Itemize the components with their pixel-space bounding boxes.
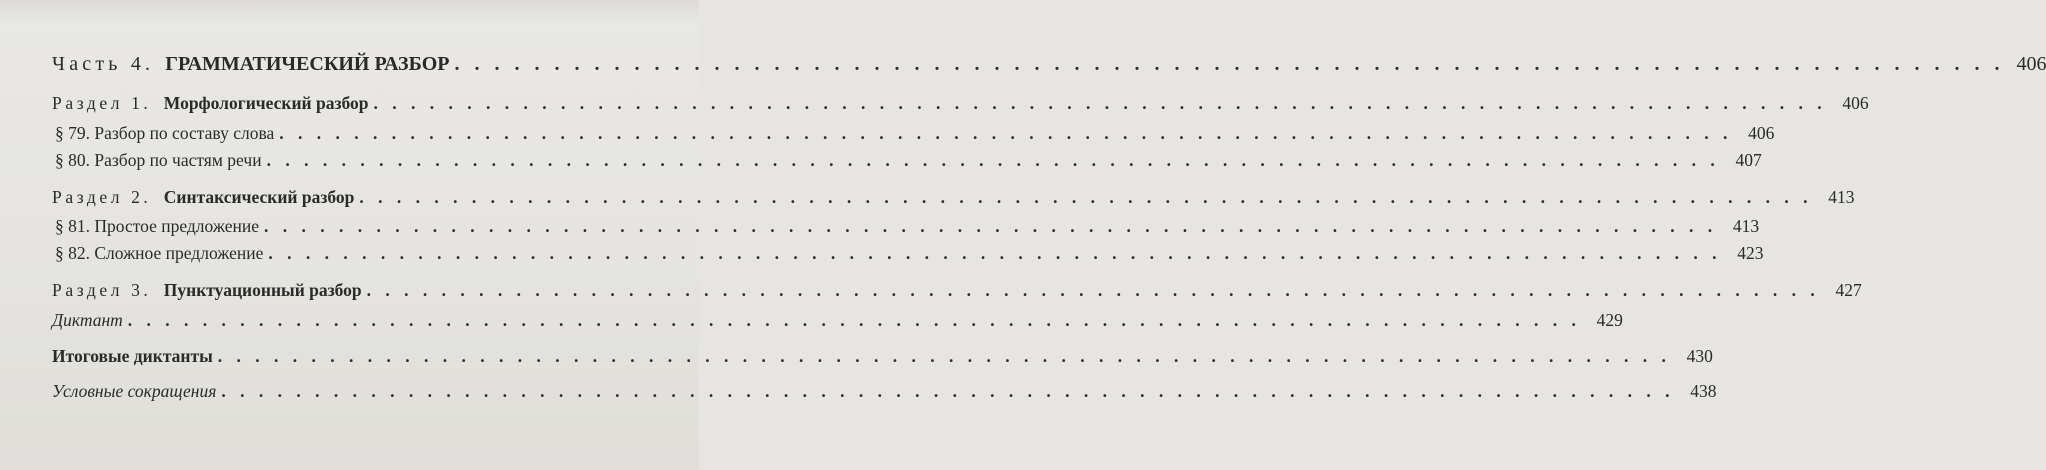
toc-entry-title: § 81. Простое предложение xyxy=(55,216,259,236)
toc-entry-title: Итоговые диктанты xyxy=(52,346,213,366)
toc-page-number: 438 xyxy=(1690,381,1717,401)
toc-section-heading: Пунктуационный разбор xyxy=(163,280,362,300)
toc-entry-paragraph-82[interactable] xyxy=(55,243,1764,267)
toc-dot-leader: . . . . . . . . . . . . . . . . . . . . . . . . . . . . . . . . . . . . . . . . . . . . . . . . . . . . . . . . . . . . . . . . . . . . . . . . . . . . . . xyxy=(366,280,1820,300)
toc-entry-abbreviations[interactable] xyxy=(52,381,1717,405)
toc-entry-title: § 79. Разбор по составу слова xyxy=(55,123,275,143)
toc-dot-leader: . . . . . . . . . . . . . . . . . . . . . . . . . . . . . . . . . . . . . . . . . . . . . . . . . . . . . . . . . . . . . . . . . . . . . . . . . . . . . . xyxy=(217,346,1671,366)
toc-entry-final-dictations[interactable] xyxy=(52,346,1713,370)
toc-dot-leader: . . . . . . . . . . . . . . . . . . . . . . . . . . . . . . . . . . . . . . . . . . . . . . . . . . . . . . . . . . . . . . . . . . . . . . . . . . . . . . xyxy=(279,123,1733,143)
toc-page-number: 407 xyxy=(1735,150,1762,170)
toc-page-number: 430 xyxy=(1686,346,1713,366)
toc-section-heading: Синтаксический разбор xyxy=(163,187,355,207)
toc-dot-leader: . . . . . . . . . . . . . . . . . . . . . . . . . . . . . . . . . . . . . . . . . . . . . . . . . . . . . . . . . . . . . . . . . . . . . . . . . . . . . . xyxy=(454,53,2005,75)
toc-page-number: 413 xyxy=(1828,187,1855,207)
toc-entry-section-2[interactable] xyxy=(52,187,1855,211)
toc-dot-leader: . . . . . . . . . . . . . . . . . . . . . . . . . . . . . . . . . . . . . . . . . . . . . . . . . . . . . . . . . . . . . . . . . . . . . . . . . . . . . . xyxy=(263,216,1718,236)
toc-entry-section-1[interactable] xyxy=(52,93,1869,117)
toc-section-heading: Морфологический разбор xyxy=(163,93,369,113)
toc-entry-paragraph-79[interactable] xyxy=(55,123,1775,147)
toc-dot-leader: . . . . . . . . . . . . . . . . . . . . . . . . . . . . . . . . . . . . . . . . . . . . . . . . . . . . . . . . . . . . . . . . . . . . . . . . . . . . . . xyxy=(127,310,1581,330)
toc-entry-title xyxy=(52,280,362,301)
toc-page-number: 406 xyxy=(1748,123,1775,143)
toc-page-number: 427 xyxy=(1835,280,1862,300)
toc-section-prefix: Раздел 3. xyxy=(52,280,152,300)
toc-entry-section-3[interactable] xyxy=(52,280,1862,304)
toc-section-prefix: Раздел 1. xyxy=(52,93,152,113)
toc-entry-title: § 82. Сложное предложение xyxy=(55,243,264,263)
toc-entry-part-4[interactable] xyxy=(52,53,2046,77)
page-shadow xyxy=(0,0,699,24)
toc-dot-leader: . . . . . . . . . . . . . . . . . . . . . . . . . . . . . . . . . . . . . . . . . . . . . . . . . . . . . . . . . . . . . . . . . . . . . . . . . . . . . . xyxy=(359,187,1813,207)
toc-part-heading: ГРАММАТИЧЕСКИЙ РАЗБОР xyxy=(165,53,450,75)
toc-entry-paragraph-80[interactable] xyxy=(55,150,1762,174)
toc-entry-title: Условные сокращения xyxy=(52,381,217,401)
toc-dot-leader: . . . . . . . . . . . . . . . . . . . . . . . . . . . . . . . . . . . . . . . . . . . . . . . . . . . . . . . . . . . . . . . . . . . . . . . . . . . . . . xyxy=(268,243,1722,263)
toc-section-prefix: Раздел 2. xyxy=(52,187,152,207)
toc-page-number: 413 xyxy=(1732,216,1760,236)
toc-entry-paragraph-81[interactable] xyxy=(55,216,1760,240)
toc-page-number: 406 xyxy=(1842,93,1869,113)
toc-entry-title xyxy=(52,187,354,208)
toc-entry-title: § 80. Разбор по частям речи xyxy=(55,150,262,170)
toc-entry-title xyxy=(52,53,449,76)
toc-entry-dictation[interactable] xyxy=(52,310,1623,334)
toc-part-prefix: Часть 4. xyxy=(52,53,155,75)
toc-entry-title xyxy=(52,93,369,114)
toc-dot-leader: . . . . . . . . . . . . . . . . . . . . . . . . . . . . . . . . . . . . . . . . . . . . . . . . . . . . . . . . . . . . . . . . . . . . . . . . . . . . . . xyxy=(373,93,1827,113)
toc-entry-title: Диктант xyxy=(52,310,123,330)
toc-page-number: 423 xyxy=(1737,243,1764,263)
toc-dot-leader: . . . . . . . . . . . . . . . . . . . . . . . . . . . . . . . . . . . . . . . . . . . . . . . . . . . . . . . . . . . . . . . . . . . . . . . . . . . . . . xyxy=(266,150,1720,170)
toc-page-number: 429 xyxy=(1596,310,1623,330)
toc-page-number: 406 xyxy=(2016,53,2046,75)
toc-dot-leader: . . . . . . . . . . . . . . . . . . . . . . . . . . . . . . . . . . . . . . . . . . . . . . . . . . . . . . . . . . . . . . . . . . . . . . . . . . . . . . xyxy=(221,381,1675,401)
